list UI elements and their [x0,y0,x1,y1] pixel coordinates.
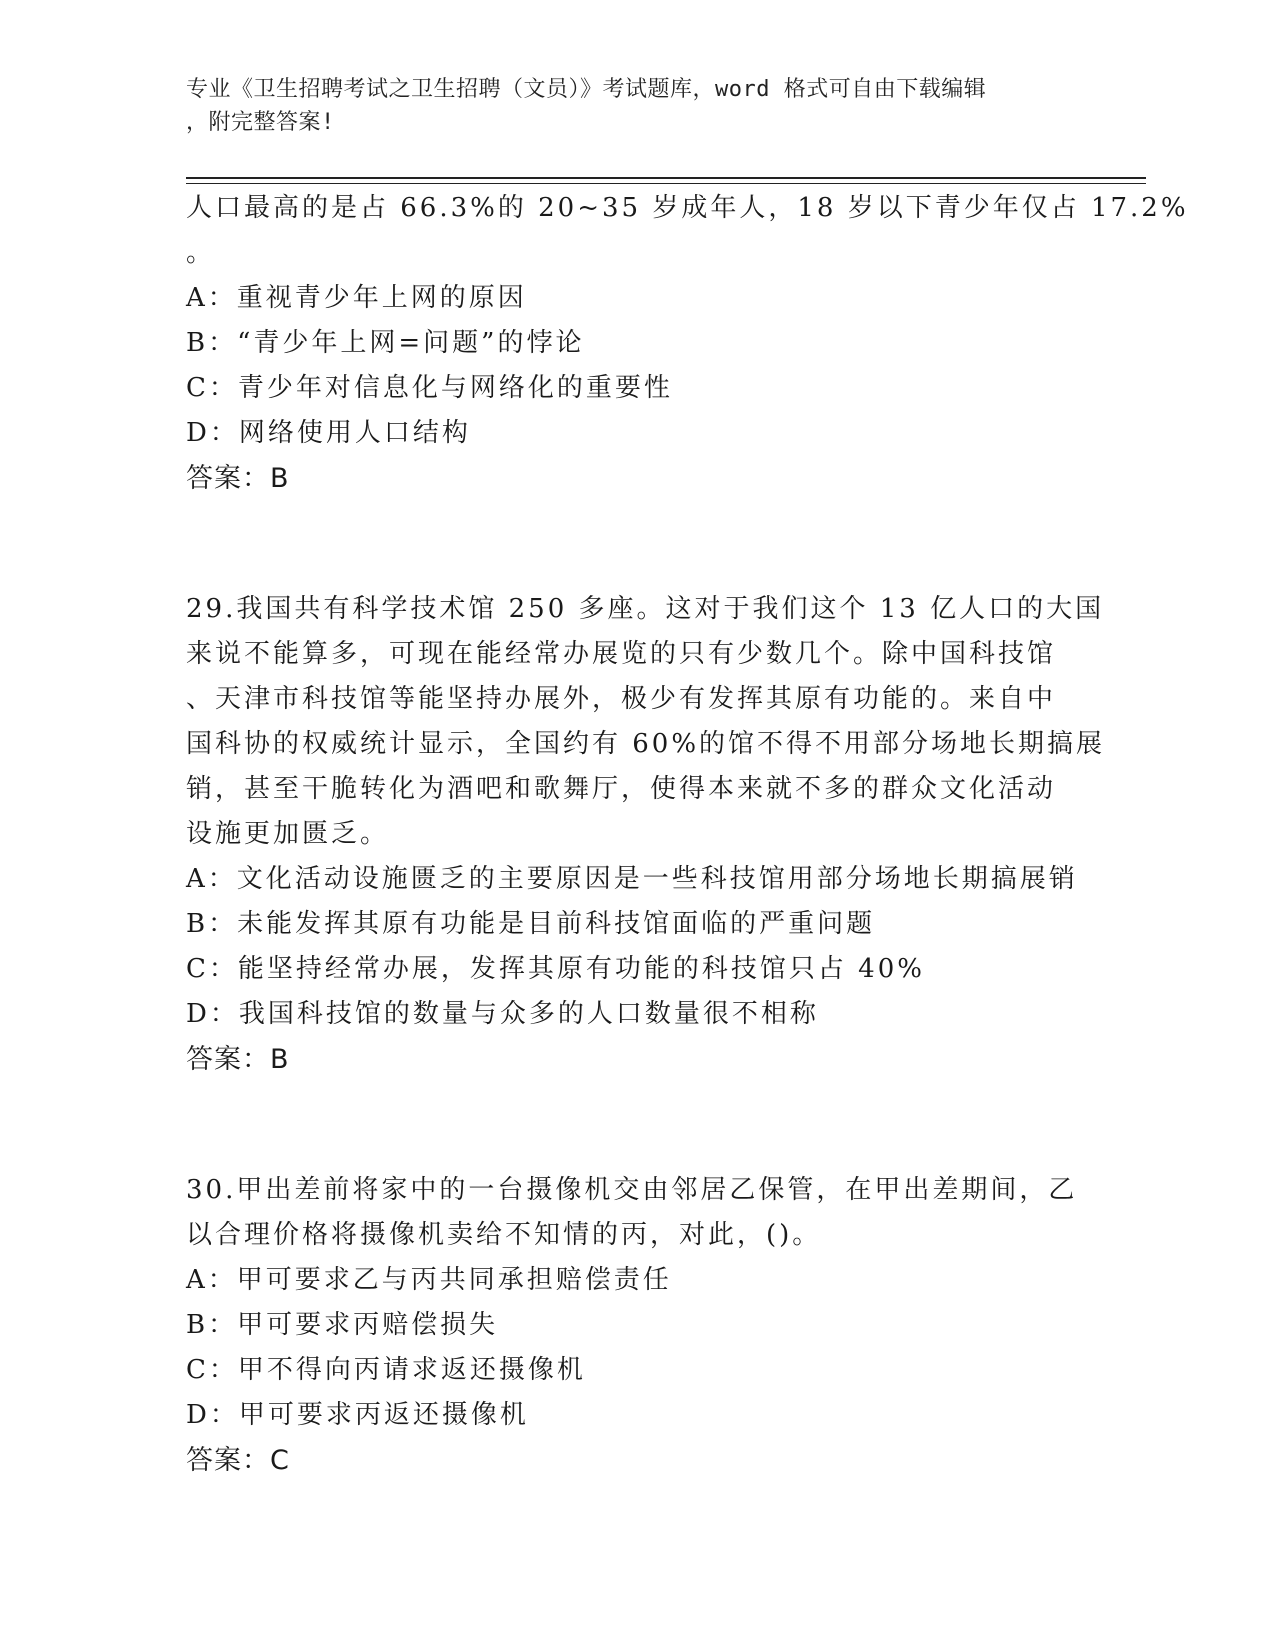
option-c: C：甲不得向丙请求返还摄像机 [186,1355,586,1385]
question-stem-line: 国科协的权威统计显示，全国约有 60%的馆不得不用部分场地长期搞展 [186,729,1106,759]
question-28 [186,186,1189,501]
question-stem-line: 、天津市科技馆等能坚持办展外，极少有发挥其原有功能的。来自中 [186,684,1057,714]
option-d: D：我国科技馆的数量与众多的人口数量很不相称 [186,999,819,1029]
question-content [186,186,1189,1483]
question-29 [186,587,1106,1082]
option-a: A：甲可要求乙与丙共同承担赔偿责任 [186,1265,672,1295]
answer-line: 答案：B [186,1044,290,1075]
option-b: B：“青少年上网=问题”的悖论 [186,328,585,358]
option-d: D：甲可要求丙返还摄像机 [186,1400,529,1430]
header-rule-thick [186,177,1146,179]
option-c: C：青少年对信息化与网络化的重要性 [186,373,673,403]
question-stem-line: 以合理价格将摄像机卖给不知情的丙，对此，()。 [186,1220,822,1250]
header-rule-thin [186,183,1146,184]
question-stem-line: 29.我国共有科学技术馆 250 多座。这对于我们这个 13 亿人口的大国 [186,594,1105,624]
question-stem-line: 。 [186,238,216,268]
option-a: A：重视青少年上网的原因 [186,283,527,313]
option-c: C：能坚持经常办展，发挥其原有功能的科技馆只占 40% [186,954,925,984]
option-a: A：文化活动设施匮乏的主要原因是一些科技馆用部分场地长期搞展销 [186,864,1078,894]
document-header [186,73,1066,139]
option-b: B：甲可要求丙赔偿损失 [186,1310,499,1340]
question-stem-line: 销，甚至干脆转化为酒吧和歌舞厅，使得本来就不多的群众文化活动 [186,774,1057,804]
answer-line: 答案：B [186,463,290,494]
question-stem-line: 30.甲出差前将家中的一台摄像机交由邻居乙保管，在甲出差期间，乙 [186,1175,1078,1205]
question-stem-line: 人口最高的是占 66.3%的 20~35 岁成年人，18 岁以下青少年仅占 17.2% [186,193,1189,223]
question-stem-line: 设施更加匮乏。 [186,819,390,849]
spacer [186,1082,1086,1168]
question-30 [186,1168,1086,1483]
answer-line: 答案：C [186,1445,290,1476]
header-line-2: ，附完整答案! [186,110,335,135]
option-d: D：网络使用人口结构 [186,418,471,448]
spacer [186,501,1086,587]
option-b: B：未能发挥其原有功能是目前科技馆面临的严重问题 [186,909,876,939]
question-stem-line: 来说不能算多，可现在能经常办展览的只有少数几个。除中国科技馆 [186,639,1057,669]
header-line-1: 专业《卫生招聘考试之卫生招聘（文员）》考试题库，word 格式可自由下载编辑 [186,77,987,102]
